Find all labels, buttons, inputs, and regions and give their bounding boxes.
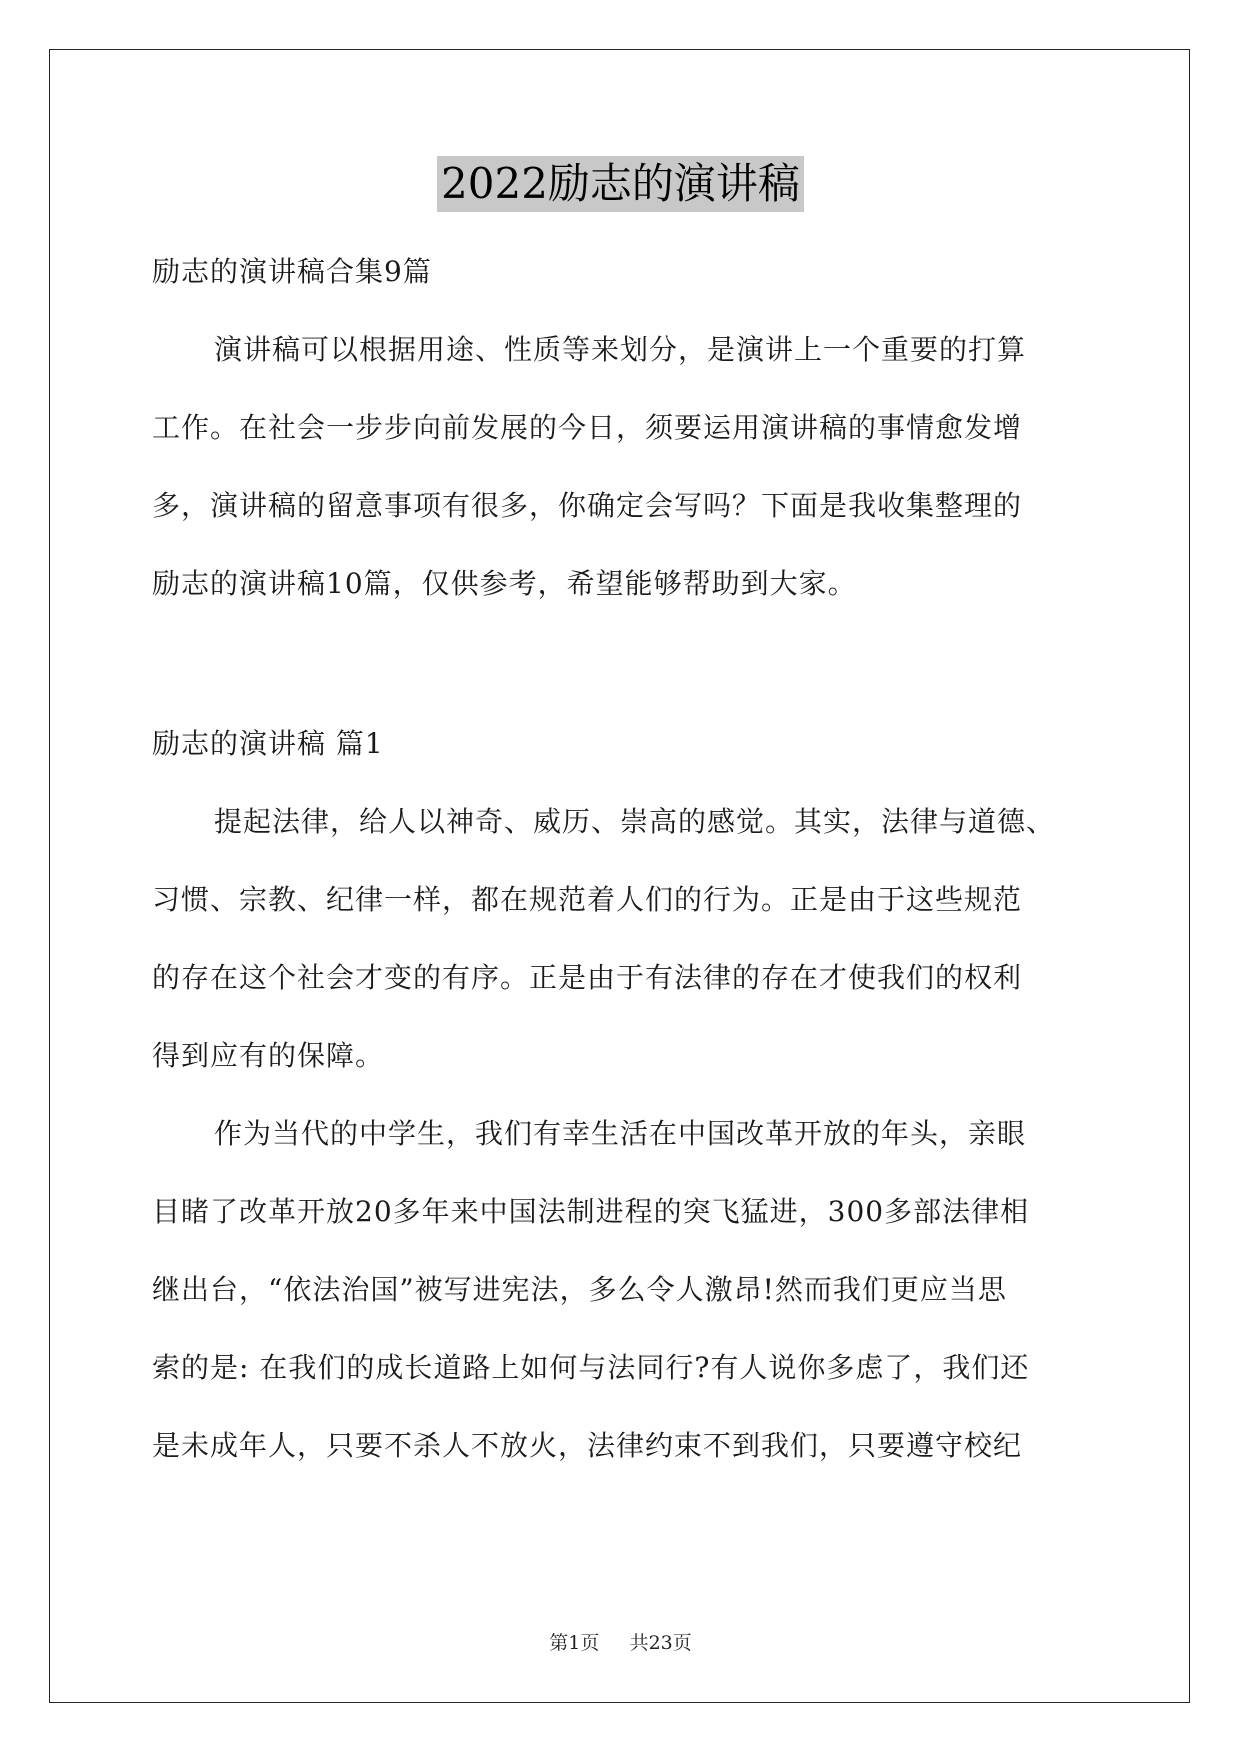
paragraph-line: 索的是: 在我们的成长道路上如何与法同行?有人说你多虑了，我们还	[152, 1351, 1030, 1384]
paragraph-line: 提起法律，给人以神奇、威历、崇高的感觉。其实，法律与道德、	[214, 805, 1056, 838]
document-title: 2022励志的演讲稿	[437, 156, 804, 212]
intro-line: 工作。在社会一步步向前发展的今日，须要运用演讲稿的事情愈发增	[152, 411, 1023, 444]
intro-line: 演讲稿可以根据用途、性质等来划分，是演讲上一个重要的打算	[214, 333, 1027, 366]
page-number: 第1页	[549, 1632, 600, 1654]
title-container	[0, 156, 1241, 212]
footer-spacer	[605, 1632, 623, 1654]
total-pages: 共23页	[629, 1632, 692, 1654]
paragraph-line: 的存在这个社会才变的有序。正是由于有法律的存在才使我们的权利	[152, 961, 1023, 994]
section-spacer	[152, 623, 1092, 705]
paragraph-line: 作为当代的中学生，我们有幸生活在中国改革开放的年头，亲眼	[214, 1117, 1027, 1150]
paragraph-line: 是未成年人，只要不杀人不放火，法律约束不到我们，只要遵守校纪	[152, 1429, 1023, 1462]
section-heading: 励志的演讲稿 篇1	[152, 727, 384, 760]
page-footer	[0, 1628, 1241, 1655]
paragraph-line: 习惯、宗教、纪律一样，都在规范着人们的行为。正是由于这些规范	[152, 883, 1023, 916]
document-subtitle: 励志的演讲稿合集9篇	[152, 255, 432, 288]
paragraph-line: 得到应有的保障。	[152, 1039, 385, 1072]
document-body	[152, 233, 1092, 1485]
paragraph-line: 继出台，“依法治国”被写进宪法，多么令人激昂!然而我们更应当思	[152, 1273, 1007, 1306]
intro-line: 励志的演讲稿10篇，仅供参考，希望能够帮助到大家。	[152, 567, 857, 600]
intro-line: 多，演讲稿的留意事项有很多，你确定会写吗？下面是我收集整理的	[152, 489, 1023, 522]
paragraph-line: 目睹了改革开放20多年来中国法制进程的突飞猛进，300多部法律相	[152, 1195, 1030, 1228]
